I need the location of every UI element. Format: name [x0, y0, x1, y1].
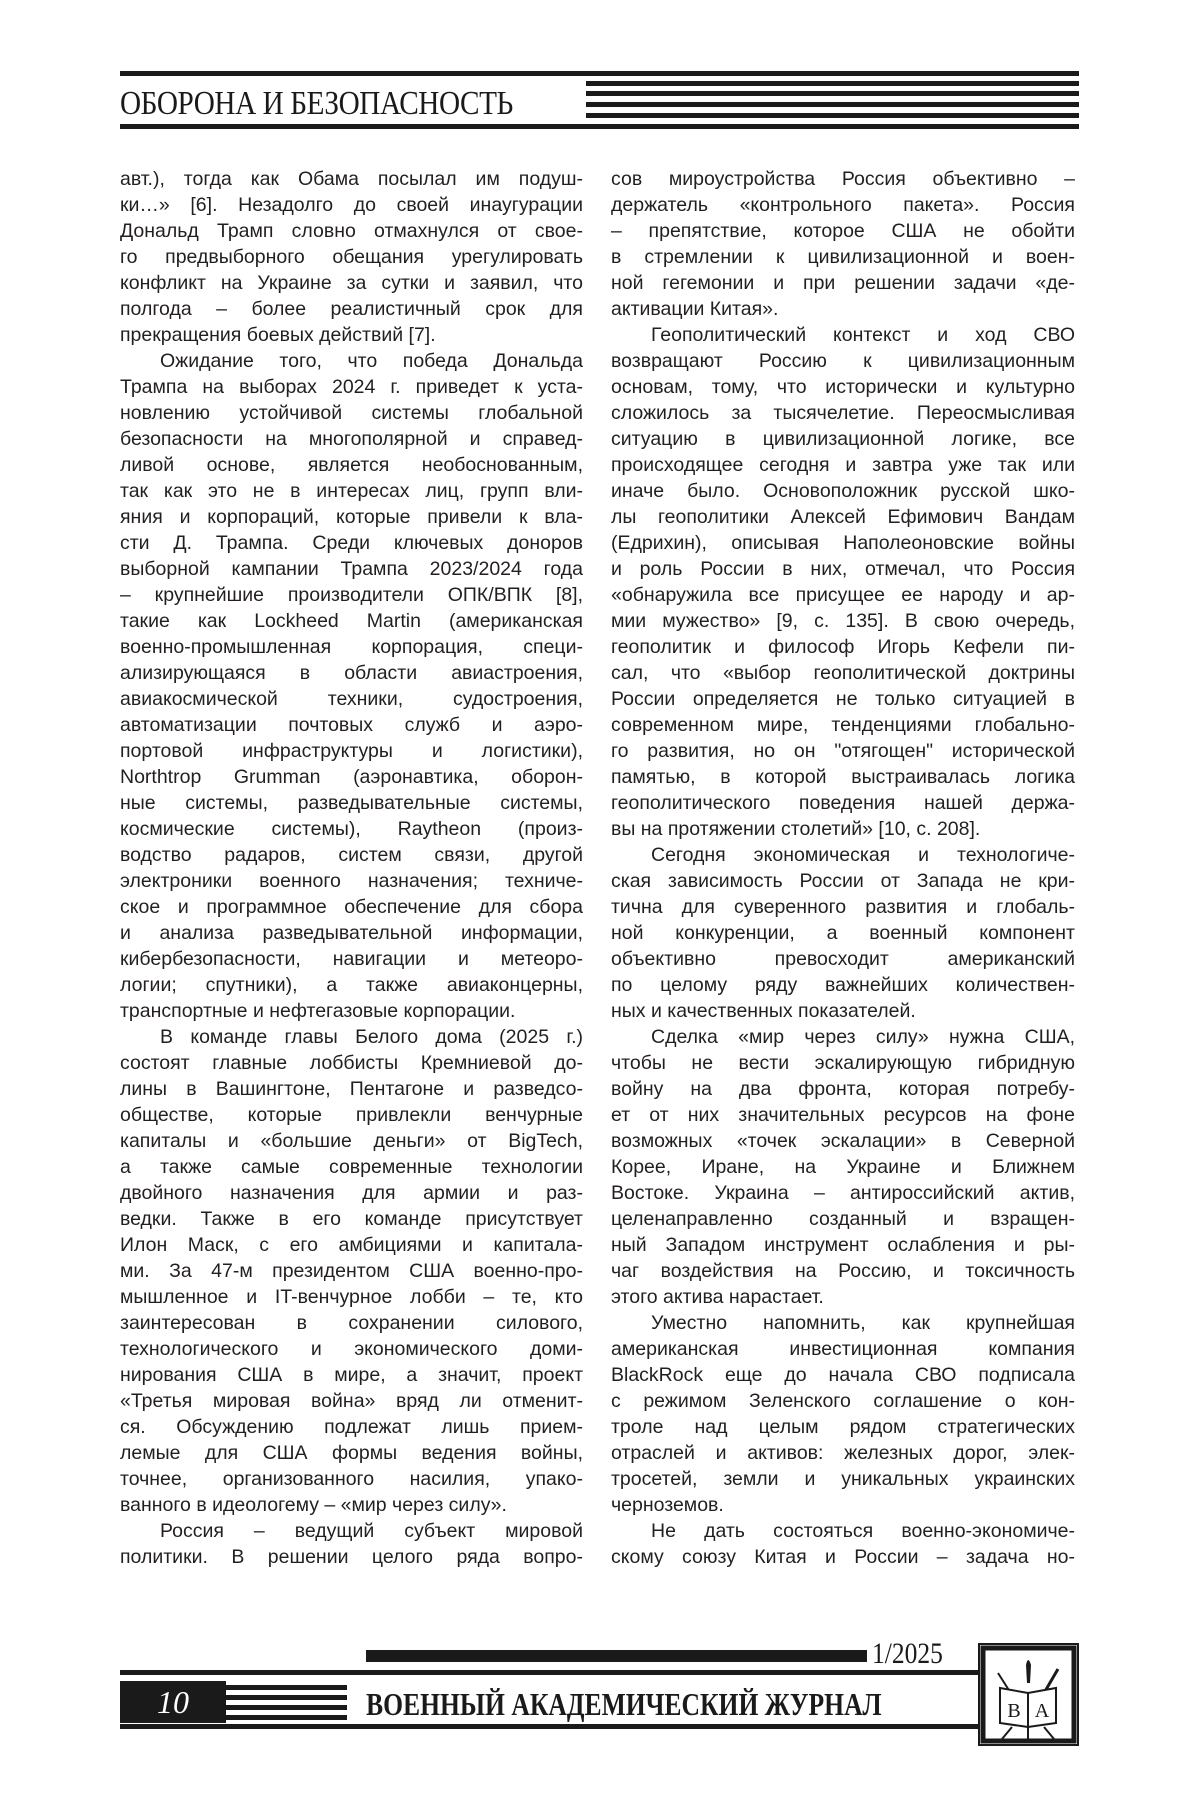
paragraph — [611, 1518, 1075, 1570]
page-number: 10 — [120, 1681, 226, 1723]
text-line: тросетей, земли и уникальных украинских — [611, 1468, 1075, 1490]
text-line: BlackRock еще до начала СВО подписала — [611, 1364, 1075, 1386]
text-line: скому союзу Китая и России – задача но- — [611, 1546, 1075, 1568]
text-line: троле над целым рядом стратегических — [611, 1416, 1075, 1438]
text-line: логии; спутники), а также авиаконцерны, — [120, 974, 583, 996]
text-line: военно-промышленная корпорация, специ- — [120, 636, 583, 658]
text-line: ных и качественных показателей. — [611, 1000, 916, 1022]
text-line: основам, тому, что исторически и культурно — [611, 376, 1075, 398]
text-line: объективно превосходит американский — [611, 948, 1075, 970]
paragraph — [120, 1024, 583, 1518]
text-line: а также самые современные технологии — [120, 1156, 583, 1178]
header-rule-bottom — [120, 124, 1079, 129]
text-line: сти Д. Трампа. Среди ключевых доноров — [120, 532, 583, 554]
text-line: заинтересован в сохранении силового, — [120, 1312, 583, 1334]
footer-rule-top — [120, 1670, 982, 1675]
text-line: транспортные и нефтегазовые корпорации. — [120, 1000, 516, 1022]
text-line: памятью, в которой выстраивалась логика — [611, 766, 1075, 788]
text-line: авт.), тогда как Обама посылал им подуш- — [120, 168, 583, 190]
paragraph — [611, 1310, 1075, 1518]
text-line: обществе, которые привлекли венчурные — [120, 1104, 583, 1126]
text-line: в стремлении к цивилизационной и воен- — [611, 246, 1075, 268]
text-line: ный Западом инструмент ослабления и ры- — [611, 1234, 1075, 1256]
text-line: ной гегемонии и при решении задачи «де- — [611, 272, 1075, 294]
text-line: России определяется не только ситуацией в — [611, 688, 1075, 710]
text-line: ные системы, разведывательные системы, — [120, 792, 583, 814]
text-line: «обнаружила все присущее ее народу и ар- — [611, 584, 1075, 606]
text-line: ситуацию в цивилизационной логике, все — [611, 428, 1075, 450]
issue-number: 1/2025 — [872, 1637, 943, 1670]
journal-logo-icon — [978, 1643, 1079, 1746]
text-line: состоят главные лоббисты Кремниевой до- — [120, 1052, 583, 1074]
text-line: Россия – ведущий субъект мировой — [160, 1520, 583, 1542]
text-line: ся. Обсуждению подлежат лишь прием- — [120, 1416, 583, 1438]
paragraph — [611, 166, 1075, 322]
text-line: возможных «точек эскалации» в Северной — [611, 1130, 1075, 1152]
text-line: точнее, организованного насилия, упако- — [120, 1468, 583, 1490]
text-line: ной конкуренции, а военный компонент — [611, 922, 1075, 944]
text-line: конфликт на Украине за сутки и заявил, что — [120, 272, 583, 294]
section-title: ОБОРОНА И БЕЗОПАСНОСТЬ — [120, 85, 513, 122]
text-line: отраслей и активов: железных дорог, элек- — [611, 1442, 1075, 1464]
text-line: Сегодня экономическая и технологиче- — [651, 844, 1075, 866]
text-line: ванного в идеологему – «мир через силу». — [120, 1494, 507, 1516]
text-line: электроники военного назначения; техниче- — [120, 870, 583, 892]
text-line: ливой основе, является необоснованным, — [120, 454, 583, 476]
footer-stripe — [226, 1695, 347, 1700]
text-line: тична для суверенного развития и глобаль- — [611, 896, 1075, 918]
text-line: ведки. Также в его команде присутствует — [120, 1208, 583, 1230]
text-line: Геополитический контекст и ход СВО — [651, 324, 1075, 346]
text-line: Сделка «мир через силу» нужна США, — [651, 1026, 1075, 1048]
text-line: Трампа на выборах 2024 г. приведет к уста- — [120, 376, 583, 398]
text-line: полгода – более реалистичный срок для — [120, 298, 583, 320]
text-line: геополитического поведения нашей держа- — [611, 792, 1075, 814]
text-line: по целому ряду важнейших количествен- — [611, 974, 1075, 996]
text-line: Корее, Иране, на Украине и Ближнем — [611, 1156, 1075, 1178]
text-line: го предвыборного обещания урегулировать — [120, 246, 583, 268]
text-line: Не дать состояться военно-экономиче- — [651, 1520, 1075, 1542]
text-line: Илон Маск, с его амбициями и капитала- — [120, 1234, 583, 1256]
text-line: сал, что «выбор геополитической доктрины — [611, 662, 1075, 684]
text-line: войну на два фронта, которая потребу- — [611, 1078, 1075, 1100]
right-column — [611, 166, 1075, 1570]
text-line: чаг воздействия на Россию, и токсичность — [611, 1260, 1075, 1282]
text-line: технологического и экономического доми- — [120, 1338, 583, 1360]
text-line: автоматизации почтовых служб и аэро- — [120, 714, 583, 736]
paragraph — [611, 1024, 1075, 1310]
text-line: авиакосмической техники, судостроения, — [120, 688, 583, 710]
text-line: безопасности на многополярной и справед- — [120, 428, 583, 450]
text-line: активации Китая». — [611, 298, 779, 320]
text-line: капиталы и «большие деньги» от BigTech, — [120, 1130, 583, 1152]
text-line: нирования США в мире, а значит, проект — [120, 1364, 583, 1386]
footer-stripe — [226, 1685, 347, 1690]
text-line: Ожидание того, что победа Дональда — [160, 350, 583, 372]
text-line: прекращения боевых действий [7]. — [120, 324, 436, 346]
header-stripe — [586, 102, 1079, 107]
paragraph — [611, 322, 1075, 842]
footer-thick-bar — [366, 1650, 867, 1662]
logo-letter: А — [1034, 1700, 1050, 1722]
text-line: черноземов. — [611, 1494, 724, 1516]
text-line: портовой инфраструктуры и логистики), — [120, 740, 583, 762]
text-line: выборной кампании Трампа 2023/2024 года — [120, 558, 583, 580]
text-line: вы на протяжении столетий» [10, с. 208]. — [611, 818, 981, 840]
text-line: американская инвестиционная компания — [611, 1338, 1075, 1360]
text-line: ское и программное обеспечение для сбора — [120, 896, 583, 918]
text-line: двойного назначения для армии и раз- — [120, 1182, 583, 1204]
text-line: лы геополитики Алексей Ефимович Вандам — [611, 506, 1075, 528]
header-rule-top — [120, 71, 1079, 76]
text-line: ализирующаяся в области авиастроения, — [120, 662, 583, 684]
text-line: современном мире, тенденциями глобально- — [611, 714, 1075, 736]
footer-rule-bottom — [120, 1724, 982, 1729]
text-line: ская зависимость России от Запада не кри- — [611, 870, 1075, 892]
text-line: яния и корпораций, которые привели к вла- — [120, 506, 583, 528]
text-line: этого актива нарастает. — [611, 1286, 824, 1308]
paragraph — [120, 166, 583, 348]
text-line: с режимом Зеленского соглашение о кон- — [611, 1390, 1075, 1412]
paragraph — [120, 1518, 583, 1570]
paragraph — [611, 842, 1075, 1024]
text-line: «Третья мировая война» вряд ли отменит- — [120, 1390, 583, 1412]
text-line: Дональд Трамп словно отмахнулся от свое- — [120, 220, 583, 242]
logo-letter: В — [1007, 1700, 1021, 1722]
text-line: сложилось за тысячелетие. Переосмысливая — [611, 402, 1075, 424]
header-stripe — [586, 113, 1079, 118]
text-line: так как это не в интересах лиц, групп вли- — [120, 480, 583, 502]
text-line: Востоке. Украина – антироссийский актив, — [611, 1182, 1075, 1204]
text-line: и анализа разведывательной информации, — [120, 922, 583, 944]
text-line: – крупнейшие производители ОПК/ВПК [8], — [120, 584, 583, 606]
text-line: происходящее сегодня и завтра уже так или — [611, 454, 1075, 476]
text-line: Уместно напомнить, как крупнейшая — [651, 1312, 1075, 1334]
text-line: ет от них значительных ресурсов на фоне — [611, 1104, 1075, 1126]
text-line: го развития, но он "отягощен" исторической — [611, 740, 1075, 762]
text-line: кибербезопасности, навигации и метеоро- — [120, 948, 583, 970]
paragraph — [120, 348, 583, 1024]
text-line: такие как Lockheed Martin (американская — [120, 610, 583, 632]
text-line: политики. В решении целого ряда вопро- — [120, 1546, 583, 1568]
text-line: держатель «контрольного пакета». Россия — [611, 194, 1075, 216]
text-line: Northtrop Grumman (аэронавтика, оборон- — [120, 766, 583, 788]
text-line: ми. За 47-м президентом США военно-про- — [120, 1260, 583, 1282]
journal-title: ВОЕННЫЙ АКАДЕМИЧЕСКИЙ ЖУРНАЛ — [366, 1686, 882, 1722]
header-stripe — [586, 91, 1079, 96]
text-line: и роль России в них, отмечал, что Россия — [611, 558, 1075, 580]
text-line: сов мироустройства Россия объективно – — [611, 168, 1075, 190]
text-line: (Едрихин), описывая Наполеоновские войны — [611, 532, 1075, 554]
text-line: В команде главы Белого дома (2025 г.) — [160, 1026, 583, 1048]
text-line: новлению устойчивой системы глобальной — [120, 402, 583, 424]
footer-stripe — [226, 1705, 347, 1710]
text-line: возвращают Россию к цивилизационным — [611, 350, 1075, 372]
text-line: мышленное и IT-венчурное лобби – те, кто — [120, 1286, 583, 1308]
text-line: ки…» [6]. Незадолго до своей инаугурации — [120, 194, 583, 216]
left-column — [120, 166, 583, 1570]
text-line: водство радаров, систем связи, другой — [120, 844, 583, 866]
text-line: лемые для США формы ведения войны, — [120, 1442, 583, 1464]
text-line: чтобы не вести эскалирующую гибридную — [611, 1052, 1075, 1074]
text-line: лины в Вашингтоне, Пентагоне и разведсо- — [120, 1078, 583, 1100]
header-stripe — [586, 81, 1079, 86]
footer-stripe — [226, 1715, 347, 1720]
text-line: иначе было. Основоположник русской шко- — [611, 480, 1075, 502]
text-line: геополитик и философ Игорь Кефели пи- — [611, 636, 1075, 658]
text-line: космические системы), Raytheon (произ- — [120, 818, 583, 840]
text-line: – препятствие, которое США не обойти — [611, 220, 1075, 242]
text-line: целенаправленно созданный и взращен- — [611, 1208, 1075, 1230]
text-line: мии мужество» [9, с. 135]. В свою очередь, — [611, 610, 1075, 632]
